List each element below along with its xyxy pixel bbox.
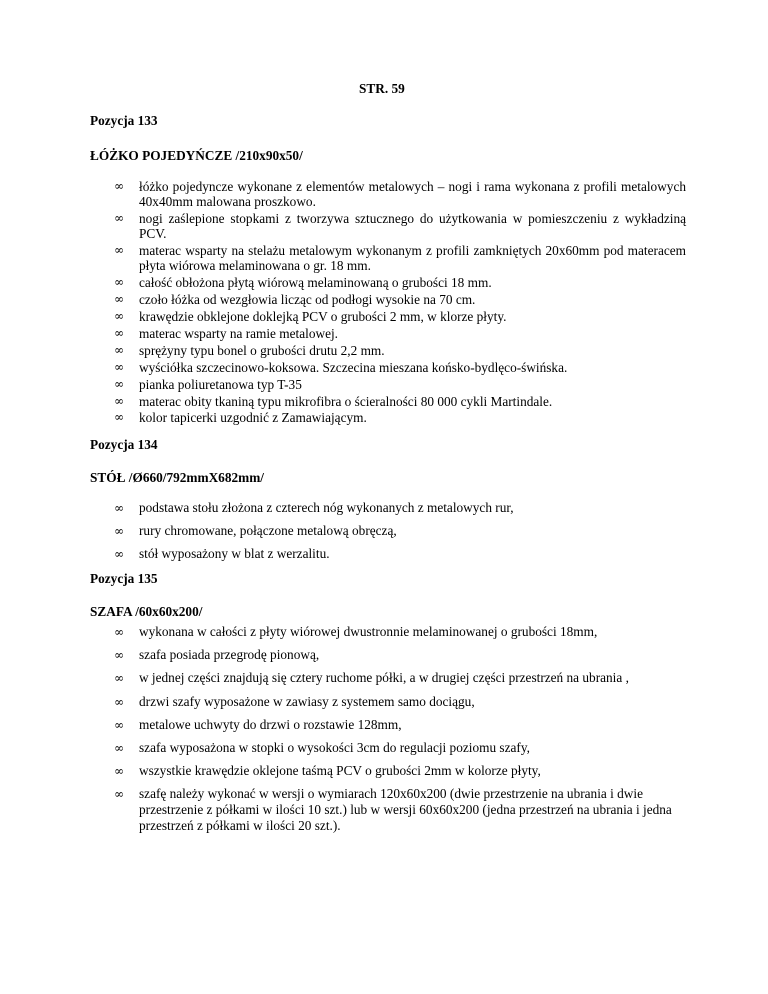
- bullet-icon: ∞: [114, 501, 124, 515]
- list-item: ∞ wyściółka szczecinowo-koksowa. Szczecina mieszana końsko-bydlęco-świńska.: [114, 359, 568, 375]
- position-135-label: Pozycja 135: [90, 571, 158, 586]
- list-item: ∞ nogi zaślepione stopkami z tworzywa sztucznego do użytkowania w pomieszczeniu z wykładziną PCV.: [114, 211, 686, 242]
- list-item: ∞ wykonana w całości z płyty wiórowej dwustronnie melaminowanej o grubości 18mm,: [114, 624, 598, 639]
- list-item: ∞ drzwi szafy wyposażone w zawiasy z systemem samo dociągu,: [114, 693, 475, 709]
- list-item: ∞ materac obity tkaniną typu mikrofibra o ścieralności 80 000 cykli Martindale.: [114, 393, 553, 409]
- bullet-icon: ∞: [114, 764, 124, 779]
- list-item: ∞ czoło łóżka od wezgłowia licząc od podłogi wysokie na 70 cm.: [114, 292, 476, 308]
- bullet-icon: ∞: [114, 309, 124, 324]
- bullet-icon: ∞: [114, 359, 124, 374]
- position-133-list: [114, 179, 686, 427]
- position-134-label: Pozycja 134: [90, 437, 158, 452]
- bullet-icon: ∞: [114, 292, 124, 307]
- bullet-icon: ∞: [114, 694, 124, 709]
- list-item: ∞ krawędzie obklejone doklejką PCV o grubości 2 mm, w klorze płyty.: [114, 309, 507, 325]
- bullet-icon: ∞: [114, 625, 124, 639]
- bullet-icon: ∞: [114, 547, 124, 561]
- list-item: ∞ pianka poliuretanowa typ T-35: [114, 376, 302, 392]
- list-item: ∞ w jednej części znajdują się cztery ruchome półki, a w drugiej części przestrzeń na ubrania ,: [114, 670, 629, 686]
- bullet-icon: ∞: [114, 524, 124, 538]
- list-item: ∞ szafę należy wykonać w wersji o wymiarach 120x60x200 (dwie przestrzenie na ubrania i dwie przestrzenie z półkami w ilości 10 szt.) lub w wersji 60x60x200 (jedna przestrzeń na ubrania i jedna przestrzeń z półkami w ilości 20 szt.).: [114, 786, 672, 834]
- list-item: ∞ sprężyny typu bonel o grubości drutu 2,2 mm.: [114, 342, 385, 358]
- bullet-icon: ∞: [114, 648, 124, 663]
- bullet-icon: ∞: [114, 243, 124, 258]
- position-134-list: [114, 500, 686, 569]
- list-item: ∞ materac wsparty na stelażu metalowym wykonanym z profili zamkniętych 20x60mm pod materacem płyta wiórowa melaminowana o gr. 18 mm.: [114, 243, 686, 274]
- page-header: STR. 59: [359, 81, 405, 96]
- bullet-icon: ∞: [114, 275, 124, 290]
- list-item: ∞ łóżko pojedyncze wykonane z elementów metalowych – nogi i rama wykonana z profili metalowych 40x40mm malowana proszkowo.: [114, 179, 686, 210]
- list-item: ∞ podstawa stołu złożona z czterech nóg wykonanych z metalowych rur,: [114, 500, 514, 515]
- position-133-title: ŁÓŻKO POJEDYŃCZE /210x90x50/: [90, 148, 303, 163]
- position-135-list: [114, 624, 686, 842]
- list-item: ∞ wszystkie krawędzie oklejone taśmą PCV o grubości 2mm w kolorze płyty,: [114, 763, 541, 779]
- bullet-icon: ∞: [114, 393, 124, 408]
- bullet-icon: ∞: [114, 717, 124, 732]
- position-133-label: Pozycja 133: [90, 113, 158, 128]
- position-134-title: STÓŁ /Ø660/792mmX682mm/: [90, 470, 264, 485]
- bullet-icon: ∞: [114, 787, 124, 802]
- bullet-icon: ∞: [114, 179, 124, 193]
- list-item: ∞ kolor tapicerki uzgodnić z Zamawiającym.: [114, 410, 367, 426]
- list-item: ∞ stół wyposażony w blat z werzalitu.: [114, 546, 330, 561]
- list-item: ∞ materac wsparty na ramie metalowej.: [114, 325, 338, 341]
- bullet-icon: ∞: [114, 740, 124, 755]
- list-item: ∞ szafa wyposażona w stopki o wysokości 3cm do regulacji poziomu szafy,: [114, 739, 530, 755]
- list-item: ∞ rury chromowane, połączone metalową obręczą,: [114, 523, 397, 538]
- bullet-icon: ∞: [114, 410, 124, 425]
- bullet-icon: ∞: [114, 671, 124, 686]
- bullet-icon: ∞: [114, 325, 124, 340]
- bullet-icon: ∞: [114, 376, 124, 391]
- list-item: ∞ metalowe uchwyty do drzwi o rozstawie 128mm,: [114, 716, 402, 732]
- position-135-title: SZAFA /60x60x200/: [90, 604, 203, 619]
- list-item: ∞ całość obłożona płytą wiórową melaminowaną o grubości 18 mm.: [114, 275, 492, 291]
- bullet-icon: ∞: [114, 342, 124, 357]
- bullet-icon: ∞: [114, 211, 124, 226]
- list-item: ∞ szafa posiada przegrodę pionową,: [114, 647, 320, 663]
